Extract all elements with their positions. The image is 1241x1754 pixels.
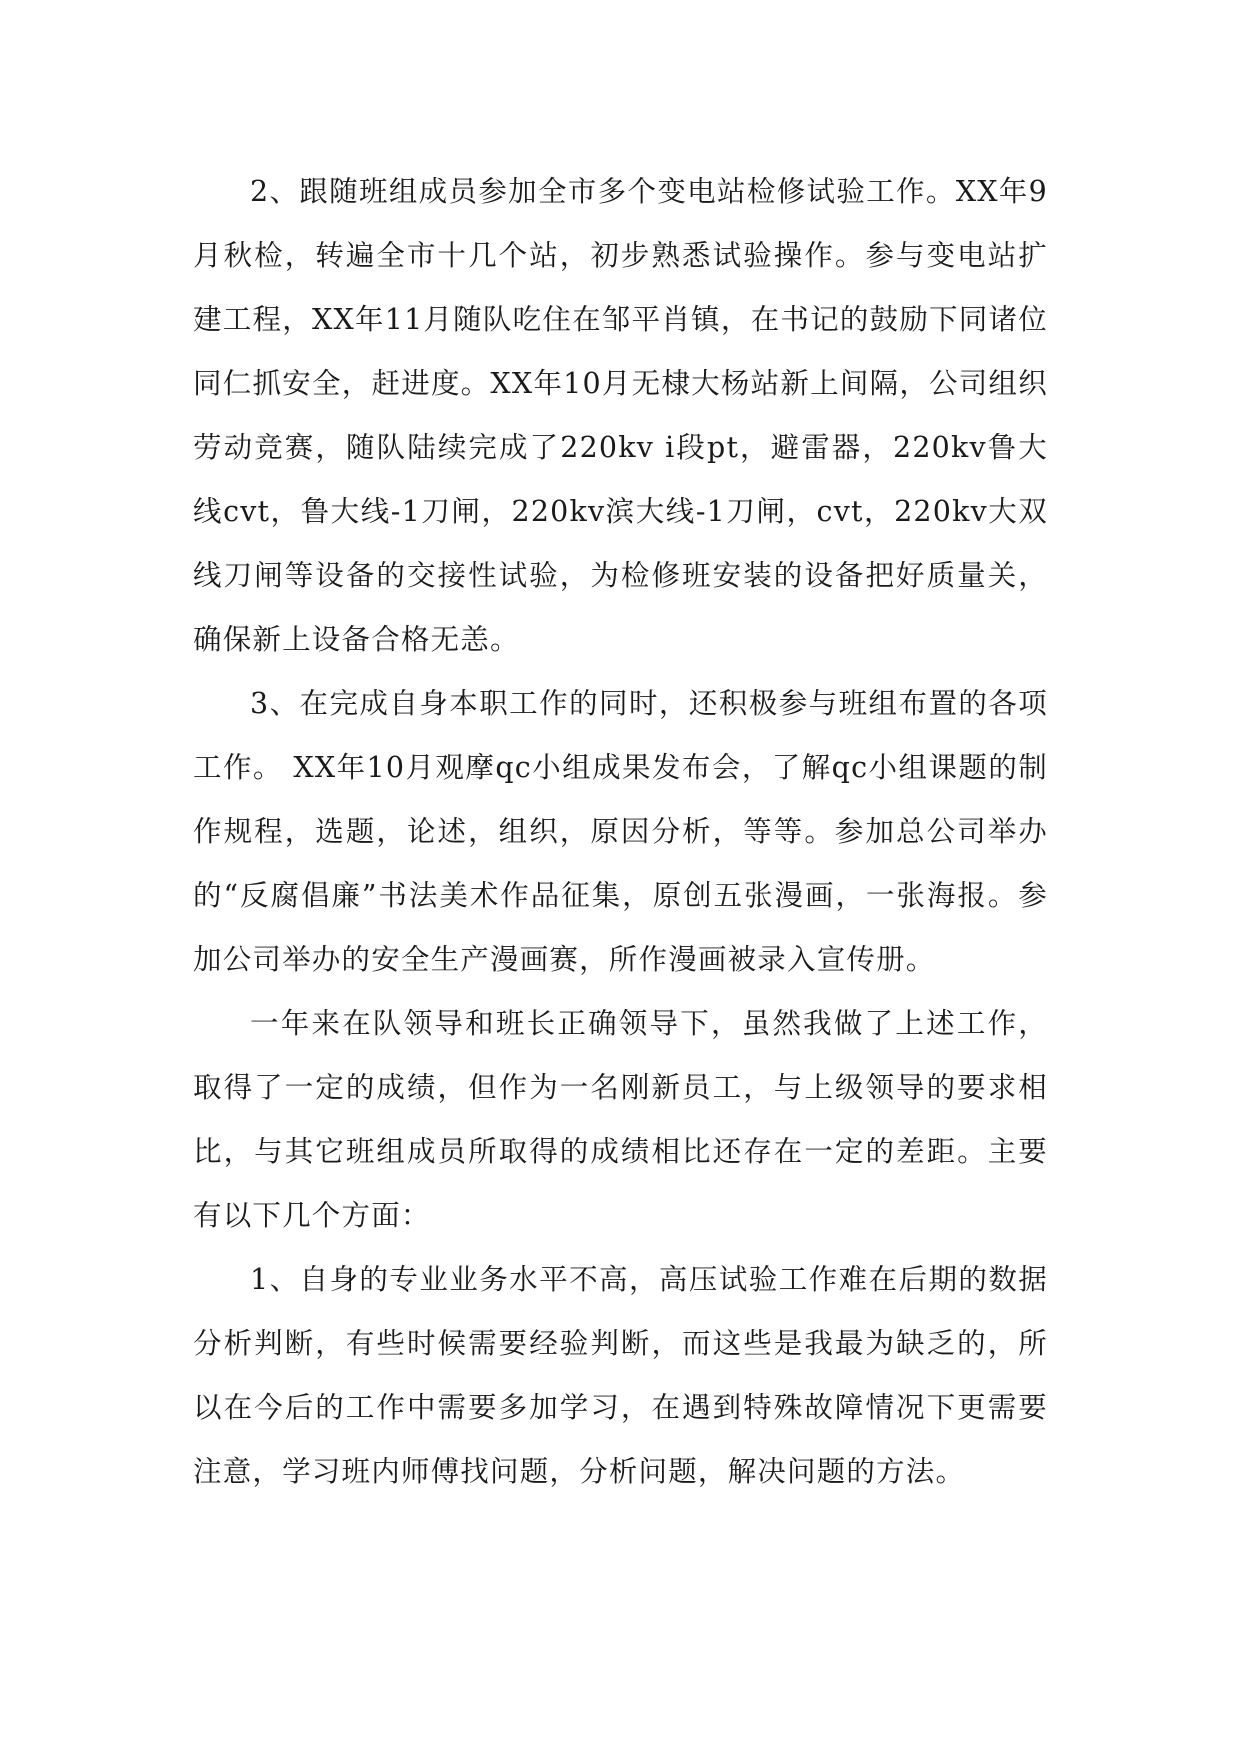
- paragraph-team-activities: 3、在完成自身本职工作的同时，还积极参与班组布置的各项工作。 XX年10月观摩qc小组成果发布会，了解qc小组课题的制作规程，选题，论述，组织，原因分析，等等。参加总公司举办的“反腐倡廉”书法美术作品征集，原创五张漫画，一张海报。参加公司举办的安全生产漫画赛，所作漫画被录入宣传册。: [193, 687, 1048, 976]
- paragraph-shortcoming-1: 1、自身的专业业务水平不高，高压试验工作难在后期的数据分析判断，有些时候需要经验判断，而这些是我最为缺乏的，所以在今后的工作中需要多加学习，在遇到特殊故障情况下更需要注意，学习班内师傅找问题，分析问题，解决问题的方法。: [193, 1263, 1048, 1488]
- document-body: [193, 160, 1048, 1504]
- paragraph-year-summary: 一年来在队领导和班长正确领导下，虽然我做了上述工作，取得了一定的成绩，但作为一名刚新员工，与上级领导的要求相比，与其它班组成员所取得的成绩相比还存在一定的差距。主要有以下几个方面：: [193, 1007, 1048, 1232]
- paragraph-inspection-work: 2、跟随班组成员参加全市多个变电站检修试验工作。XX年9月秋检，转遍全市十几个站，初步熟悉试验操作。参与变电站扩建工程，XX年11月随队吃住在邹平肖镇，在书记的鼓励下同诸位同仁抓安全，赶进度。XX年10月无棣大杨站新上间隔，公司组织劳动竞赛，随队陆续完成了220kv i段pt，避雷器，220kv鲁大线cvt，鲁大线-1刀闸，220kv滨大线-1刀闸，cvt，220kv大双线刀闸等设备的交接性试验，为检修班安装的设备把好质量关，确保新上设备合格无恙。: [193, 175, 1048, 656]
